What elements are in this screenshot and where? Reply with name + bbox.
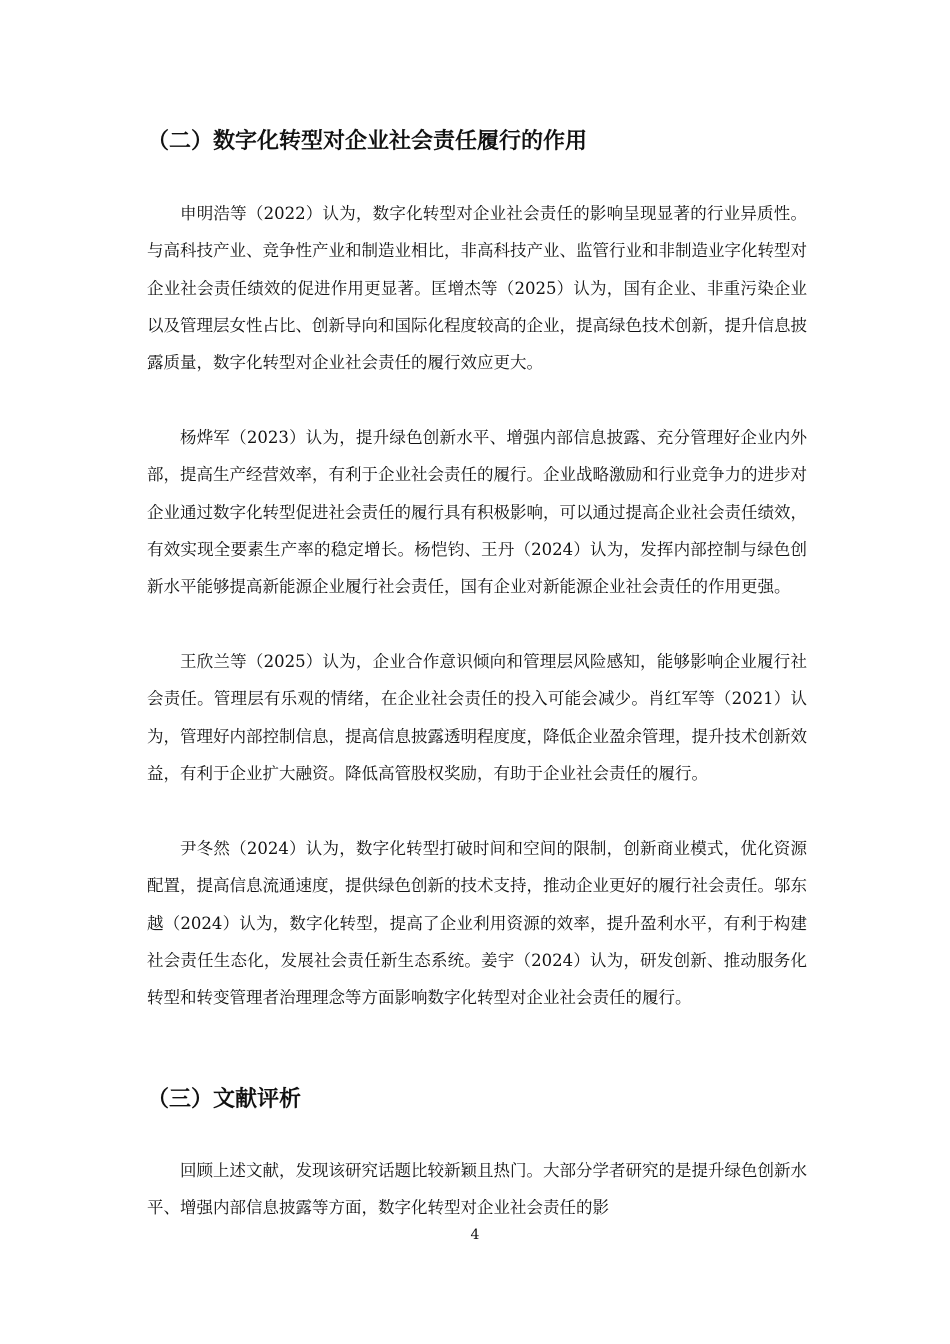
paragraph-literature-review: 回顾上述文献，发现该研究话题比较新颖且热门。大部分学者研究的是提升绿色创新水平、增强内部信息披露等方面，数字化转型对企业社会责任的影: [147, 1161, 807, 1218]
paragraph-yin-dongran: 尹冬然（2024）认为，数字化转型打破时间和空间的限制，创新商业模式，优化资源配置，提高信息流通速度，提供绿色创新的技术支持，推动企业更好的履行社会责任。邬东越（2024）认为，数字化转型，提高了企业利用资源的效率，提升盈利水平，有利于构建社会责任生态化，发展社会责任新生态系统。姜宇（2024）认为，研发创新、推动服务化转型和转变管理者治理理念等方面影响数字化转型对企业社会责任的履行。: [147, 839, 807, 1008]
section-heading-literature-review: （三）文献评析: [147, 1087, 302, 1112]
paragraph-wang-xinlan: 王欣兰等（2025）认为，企业合作意识倾向和管理层风险感知，能够影响企业履行社会责任。管理层有乐观的情绪，在企业社会责任的投入可能会减少。肖红军等（2021）认为，管理好内部控制信息，提高信息披露透明程度度，降低企业盈余管理，提升技术创新效益，有利于企业扩大融资。降低高管股权奖励，有助于企业社会责任的履行。: [147, 652, 807, 783]
section-heading-digital-transformation-role: （二）数字化转型对企业社会责任履行的作用: [147, 129, 588, 154]
page-number: 4: [470, 1227, 480, 1243]
paragraph-yang-yejun: 杨烨军（2023）认为，提升绿色创新水平、增强内部信息披露、充分管理好企业内外部，提高生产经营效率，有利于企业社会责任的履行。企业战略激励和行业竞争力的进步对企业通过数字化转型促进社会责任的履行具有积极影响，可以通过提高企业社会责任绩效，有效实现全要素生产率的稳定增长。杨恺钧、王丹（2024）认为，发挥内部控制与绿色创新水平能够提高新能源企业履行社会责任，国有企业对新能源企业社会责任的作用更强。: [147, 428, 807, 597]
paragraph-shen-minghao: 申明浩等（2022）认为，数字化转型对企业社会责任的影响呈现显著的行业异质性。与高科技产业、竞争性产业和制造业相比，非高科技产业、监管行业和非制造业字化转型对企业社会责任绩效的促进作用更显著。匡增杰等（2025）认为，国有企业、非重污染企业以及管理层女性占比、创新导向和国际化程度较高的企业，提高绿色技术创新，提升信息披露质量，数字化转型对企业社会责任的履行效应更大。: [147, 204, 807, 373]
